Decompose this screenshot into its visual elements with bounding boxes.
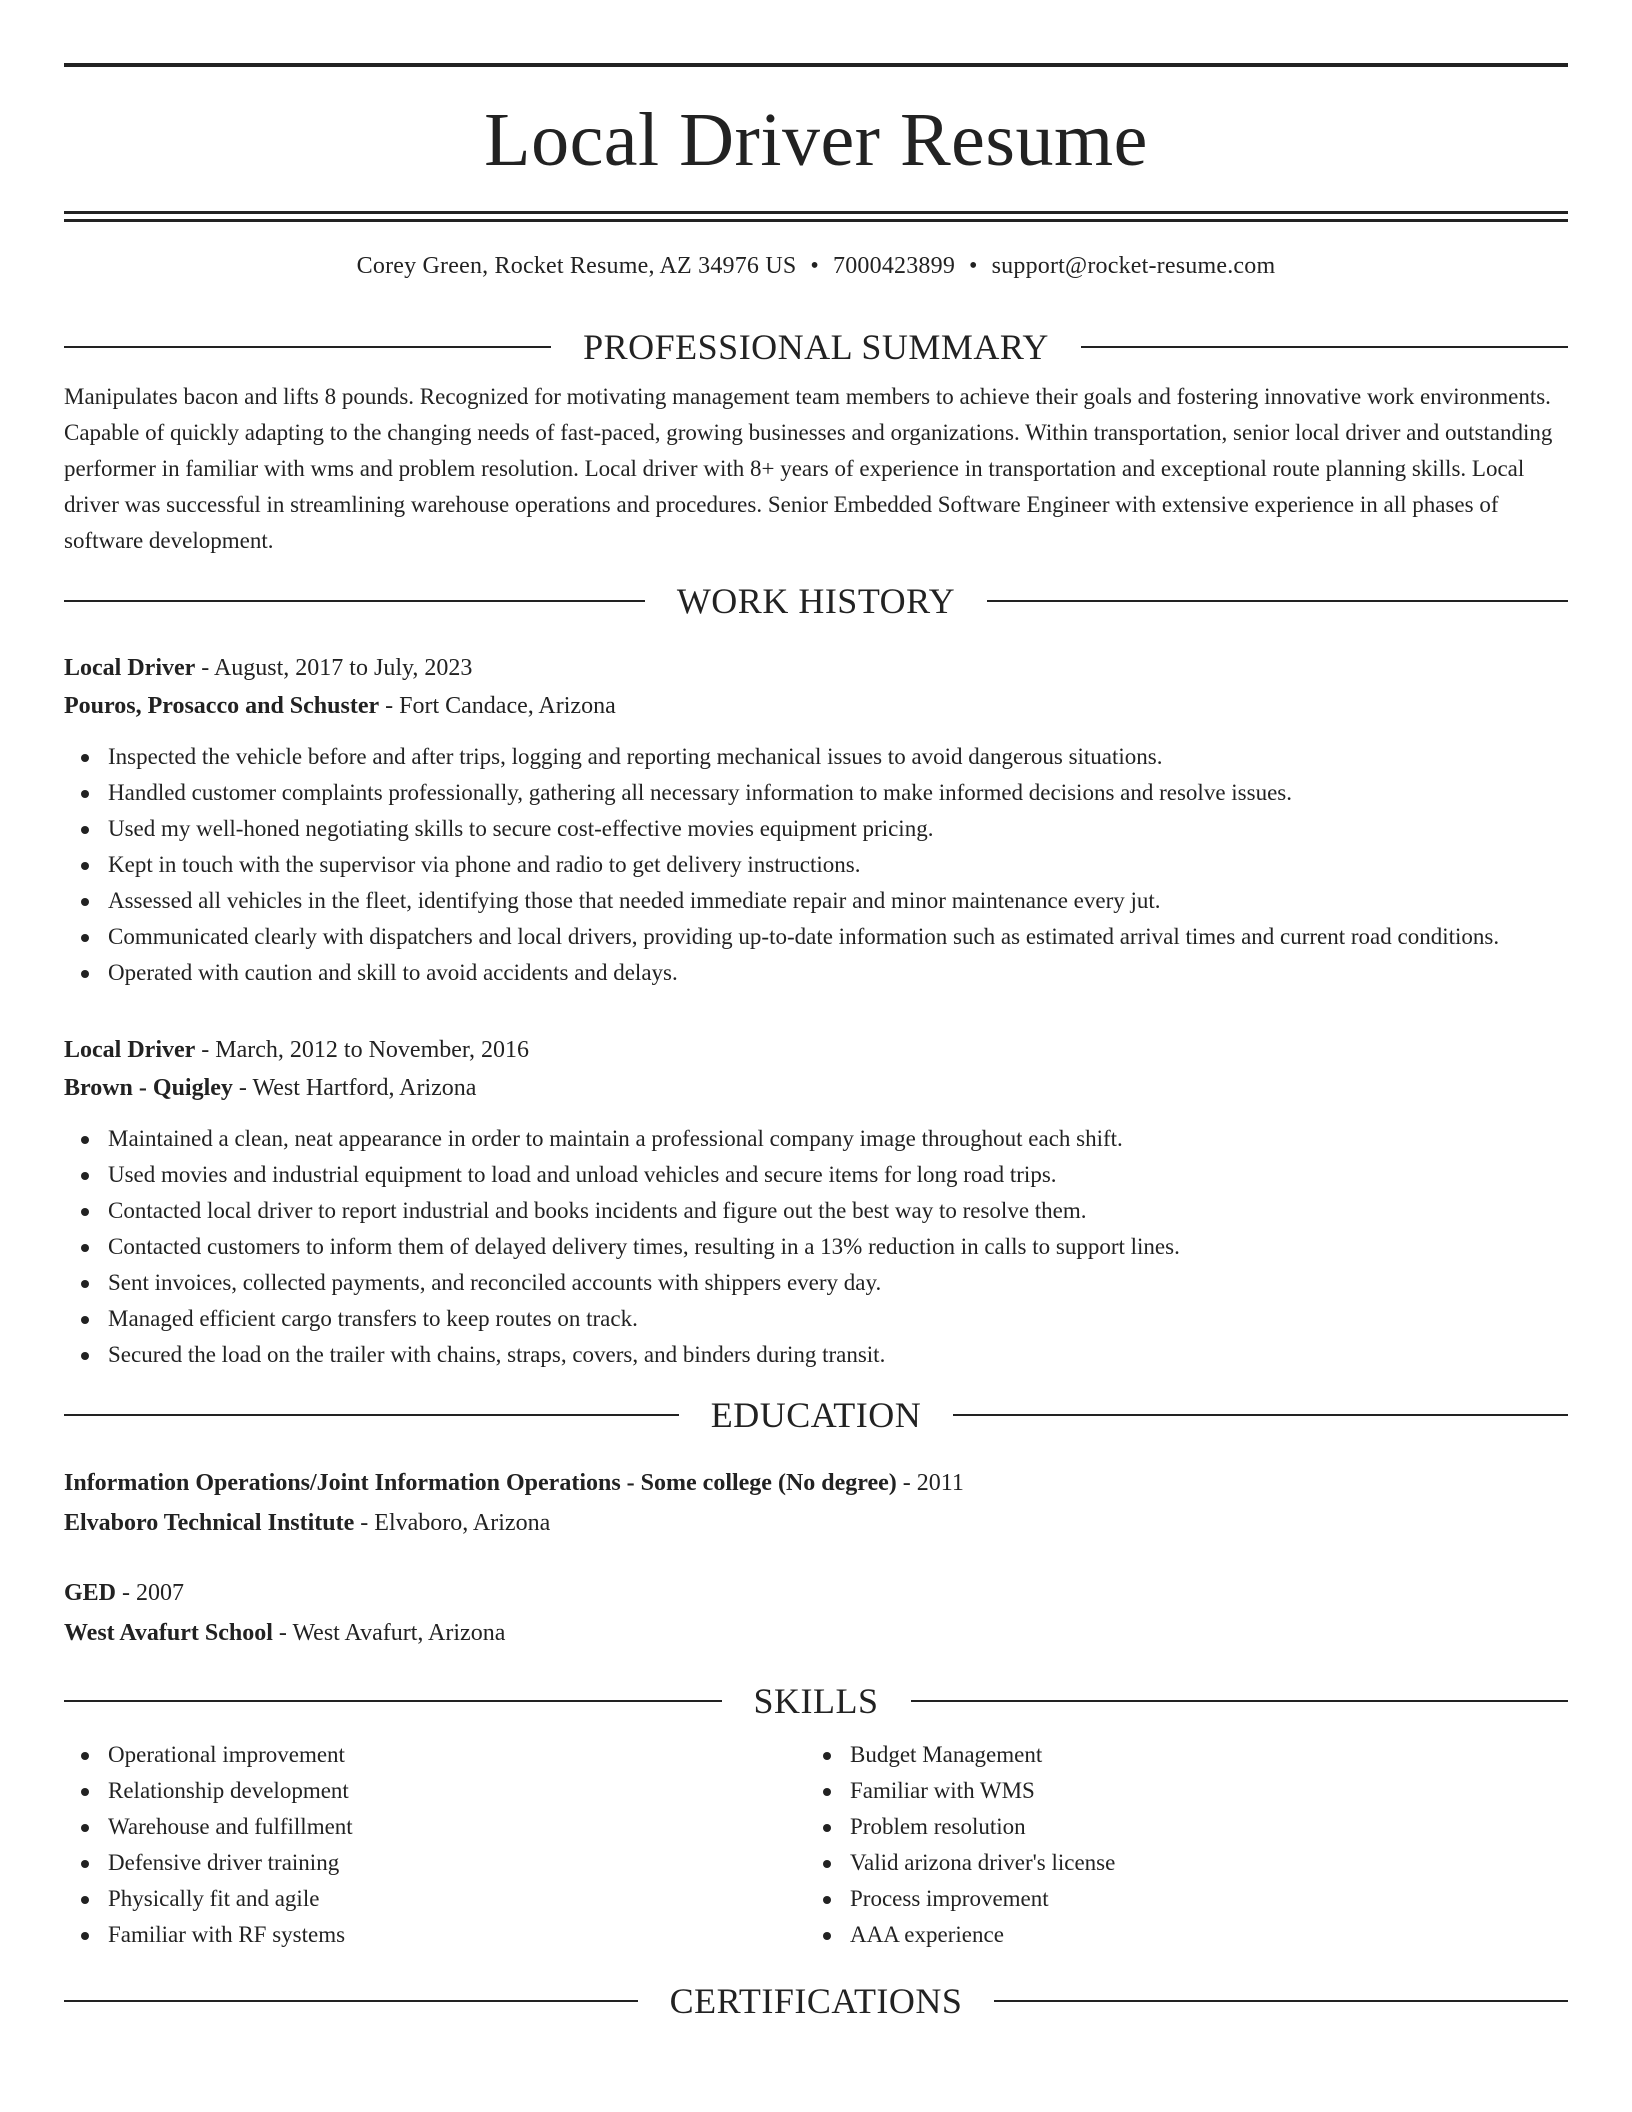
- contact-line: [64, 251, 1568, 281]
- list-item: Used my well-honed negotiating skills to secure cost-effective movies equipment pricing.: [64, 811, 1568, 847]
- list-item: Operated with caution and skill to avoid accidents and delays.: [64, 955, 1568, 991]
- contact-phone: 7000423899: [833, 253, 956, 279]
- skill-item: Warehouse and fulfillment: [64, 1809, 806, 1845]
- education-location: West Avafurt, Arizona: [292, 1620, 506, 1646]
- education-degree-line: Information Operations/Joint Information Operations - Some college (No degree) - 2011: [64, 1470, 964, 1496]
- job-bullets: [64, 1121, 1568, 1373]
- list-item: Maintained a clean, neat appearance in order to maintain a professional company image throughout each shift.: [64, 1121, 1568, 1157]
- skill-item: Familiar with RF systems: [64, 1917, 806, 1953]
- resume-page: [64, 0, 1568, 2023]
- job-title-line: Local Driver - August, 2017 to July, 2023: [64, 655, 473, 681]
- section-heading-certifications: [64, 1979, 1568, 2023]
- list-item: Secured the load on the trailer with chains, straps, covers, and binders during transit.: [64, 1337, 1568, 1373]
- skill-item: Physically fit and agile: [64, 1881, 806, 1917]
- contact-address: Corey Green, Rocket Resume, AZ 34976 US: [356, 253, 797, 279]
- job-title: Local Driver: [64, 1037, 196, 1063]
- divider-line: [987, 600, 1568, 602]
- section-title: PROFESSIONAL SUMMARY: [583, 327, 1049, 367]
- divider-line: [911, 1700, 1569, 1702]
- skill-item: Budget Management: [806, 1737, 1568, 1773]
- education-year: 2011: [916, 1470, 964, 1496]
- job-title-line: Local Driver - March, 2012 to November, 2016: [64, 1037, 529, 1063]
- job-company-line: Brown - Quigley - West Hartford, Arizona: [64, 1075, 477, 1101]
- skill-item: Valid arizona driver's license: [806, 1845, 1568, 1881]
- list-item: Used movies and industrial equipment to load and unload vehicles and secure items for long road trips.: [64, 1157, 1568, 1193]
- skill-item: Problem resolution: [806, 1809, 1568, 1845]
- divider-line: [64, 1414, 679, 1416]
- contact-email: support@rocket-resume.com: [991, 253, 1276, 279]
- list-item: Assessed all vehicles in the fleet, identifying those that needed immediate repair and minor maintenance every jut.: [64, 883, 1568, 919]
- summary-text: Manipulates bacon and lifts 8 pounds. Recognized for motivating management team members to achieve their goals and fostering innovative work environments. Capable of quickly adapting to the changing needs of fast-paced, growing businesses and organizations. Within transportation, senior local driver and outstanding performer in familiar with wms and problem resolution. Local driver with 8+ years of experience in transportation and exceptional route planning skills. Local driver was successful in streamlining warehouse operations and procedures. Senior Embedded Software Engineer with extensive experience in all phases of software development.: [64, 384, 1553, 553]
- divider-line: [64, 600, 645, 602]
- job-bullets: [64, 739, 1568, 991]
- education-school: West Avafurt School: [64, 1620, 273, 1646]
- education-location: Elvaboro, Arizona: [374, 1510, 551, 1536]
- divider-line: [64, 346, 551, 348]
- job-company: Pouros, Prosacco and Schuster: [64, 693, 380, 719]
- section-title: SKILLS: [753, 1681, 879, 1721]
- skills-column-right: [806, 1737, 1568, 1953]
- skill-item: Process improvement: [806, 1881, 1568, 1917]
- list-item: Inspected the vehicle before and after trips, logging and reporting mechanical issues to avoid dangerous situations.: [64, 739, 1568, 775]
- title-double-rule: [64, 211, 1568, 214]
- education-year: 2007: [136, 1580, 185, 1606]
- skills-grid: [64, 1737, 1568, 1953]
- contact-separator: •: [810, 253, 820, 279]
- education-degree: GED: [64, 1580, 117, 1606]
- contact-separator: •: [969, 253, 978, 279]
- list-item: Communicated clearly with dispatchers and local drivers, providing up-to-date information such as estimated arrival times and current road conditions.: [64, 919, 1568, 955]
- skill-item: AAA experience: [806, 1917, 1568, 1953]
- job-location: West Hartford, Arizona: [252, 1075, 477, 1101]
- list-item: Contacted local driver to report industrial and books incidents and figure out the best way to resolve them.: [64, 1193, 1568, 1229]
- skill-item: Defensive driver training: [64, 1845, 806, 1881]
- list-item: Sent invoices, collected payments, and reconciled accounts with shippers every day.: [64, 1265, 1568, 1301]
- education-degree-line: GED - 2007: [64, 1580, 185, 1606]
- job-title: Local Driver: [64, 655, 196, 681]
- list-item: Kept in touch with the supervisor via phone and radio to get delivery instructions.: [64, 847, 1568, 883]
- divider-line: [64, 1700, 722, 1702]
- list-item: Managed efficient cargo transfers to keep routes on track.: [64, 1301, 1568, 1337]
- section-title: CERTIFICATIONS: [669, 1981, 963, 2021]
- divider-line: [1081, 346, 1568, 348]
- education-school: Elvaboro Technical Institute: [64, 1510, 355, 1536]
- divider-line: [64, 2000, 638, 2002]
- education-school-line: Elvaboro Technical Institute - Elvaboro, Arizona: [64, 1510, 551, 1536]
- job-dates: August, 2017 to July, 2023: [213, 655, 473, 681]
- job-location: Fort Candace, Arizona: [399, 693, 616, 719]
- skill-item: Relationship development: [64, 1773, 806, 1809]
- education-entry: [64, 1463, 1568, 1543]
- section-heading-work: [64, 579, 1568, 623]
- section-heading-education: [64, 1393, 1568, 1437]
- top-rule: [64, 63, 1568, 67]
- job-entry: [64, 649, 1568, 991]
- skills-column-left: [64, 1737, 806, 1953]
- section-heading-summary: [64, 325, 1568, 369]
- section-title: EDUCATION: [710, 1395, 922, 1435]
- job-dates: March, 2012 to November, 2016: [215, 1037, 529, 1063]
- divider-line: [994, 2000, 1568, 2002]
- skill-item: Operational improvement: [64, 1737, 806, 1773]
- job-company: Brown - Quigley: [64, 1075, 233, 1101]
- job-entry: [64, 1031, 1568, 1373]
- education-degree: Information Operations/Joint Information Operations - Some college (No degree): [64, 1470, 897, 1496]
- list-item: Contacted customers to inform them of delayed delivery times, resulting in a 13% reduction in calls to support lines.: [64, 1229, 1568, 1265]
- list-item: Handled customer complaints professionally, gathering all necessary information to make informed decisions and resolve issues.: [64, 775, 1568, 811]
- section-heading-skills: [64, 1679, 1568, 1723]
- education-entry: [64, 1573, 1568, 1653]
- page-title: Local Driver Resume: [484, 98, 1148, 182]
- skill-item: Familiar with WMS: [806, 1773, 1568, 1809]
- section-title: WORK HISTORY: [676, 581, 956, 621]
- education-school-line: West Avafurt School - West Avafurt, Arizona: [64, 1620, 506, 1646]
- divider-line: [953, 1414, 1568, 1416]
- job-company-line: Pouros, Prosacco and Schuster - Fort Candace, Arizona: [64, 693, 616, 719]
